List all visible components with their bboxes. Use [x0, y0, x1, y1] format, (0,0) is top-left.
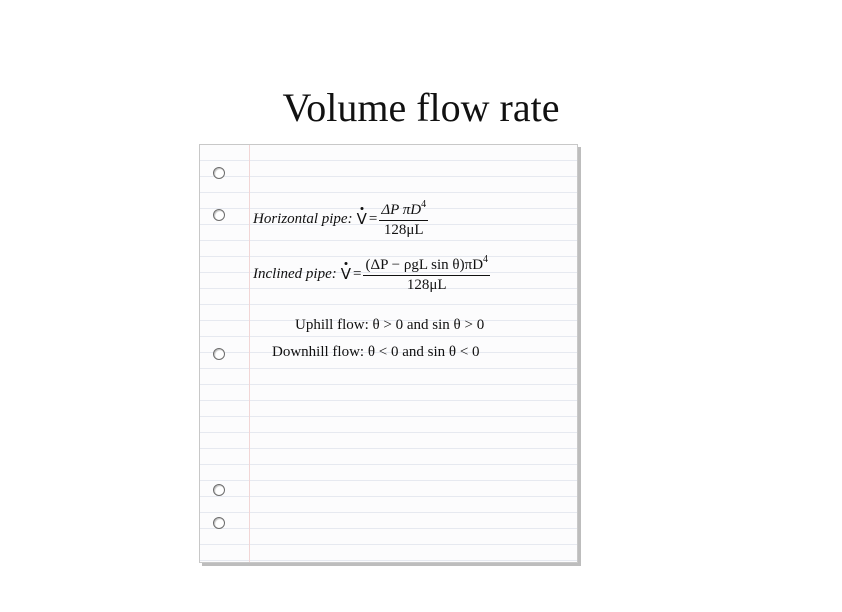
binder-hole-icon	[213, 517, 225, 529]
uphill-condition: Uphill flow: θ > 0 and sin θ > 0	[295, 317, 485, 333]
equals-sign: =	[368, 210, 378, 227]
horizontal-numerator	[379, 199, 428, 221]
slide-title: Volume flow rate	[282, 85, 560, 130]
volume-flow-symbol: V	[356, 210, 367, 228]
margin-line	[249, 145, 250, 562]
horizontal-numerator-text: ΔP πD	[381, 202, 422, 218]
downhill-condition: Downhill flow: θ < 0 and sin θ < 0	[272, 344, 480, 360]
horizontal-denominator: 128μL	[383, 222, 424, 238]
equals-sign: =	[352, 265, 362, 282]
inclined-pipe-label: Inclined pipe:	[253, 265, 337, 282]
inclined-pipe-equation	[253, 254, 490, 294]
volume-flow-symbol: V	[340, 265, 351, 283]
inclined-exponent: 4	[483, 254, 489, 265]
horizontal-fraction	[379, 199, 428, 239]
notebook-paper	[199, 144, 578, 563]
inclined-denominator: 128μL	[406, 277, 447, 293]
inclined-fraction	[363, 254, 490, 294]
inclined-numerator	[363, 254, 490, 276]
horizontal-pipe-equation	[253, 199, 428, 239]
binder-hole-icon	[213, 484, 225, 496]
inclined-numerator-text: (ΔP − ρgL sin θ)πD	[365, 257, 484, 273]
binder-hole-icon	[213, 348, 225, 360]
binder-hole-icon	[213, 209, 225, 221]
binder-hole-icon	[213, 167, 225, 179]
horizontal-pipe-label: Horizontal pipe:	[253, 210, 353, 227]
horizontal-exponent: 4	[421, 199, 427, 210]
